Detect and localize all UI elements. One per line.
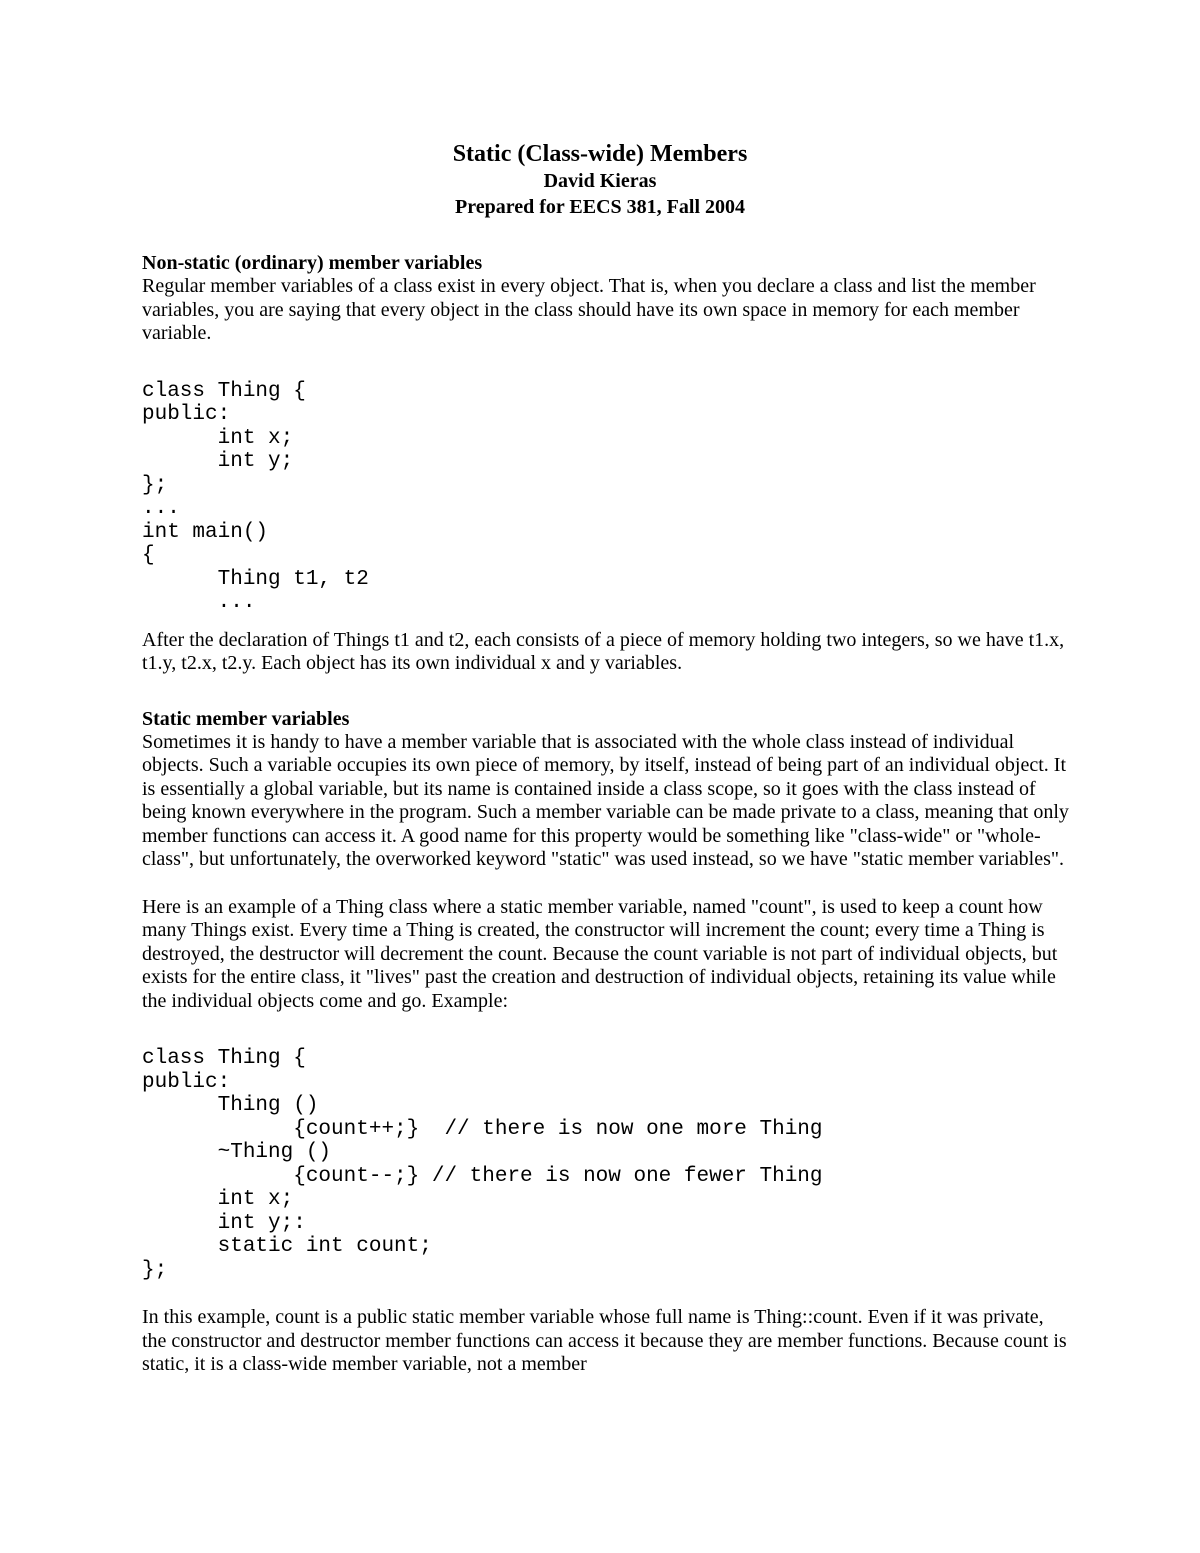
section-heading-nonstatic: Non-static (ordinary) member variables — [142, 252, 483, 274]
code-example-nonstatic: class Thing { public: int x; int y; }; ... int main() { Thing t1, t2 ... — [142, 379, 369, 614]
static-paragraph-example: Here is an example of a Thing class where a static member variable, named "count", is used to keep a count how many Things exist. Every time a Thing is created, the constructor will increment the count; every time a Thing is destroyed, the destructor will decrement the count. Because the count variable is not part of individual objects, but exists for the entire class, it "lives" past the creation and destruction of individual objects, retaining its value while the individual objects come and go. Example: — [142, 895, 1058, 1012]
static-explanation: In this example, count is a public static member variable whose full name is Thing::count. Even if it was private, the constructor and destructor member functions can access it because they are member functions. Because count is static, it is a class-wide member variable, not a member — [142, 1306, 1067, 1375]
document-title: Static (Class-wide) Members — [452, 141, 748, 167]
document-header — [0, 140, 1200, 220]
document-course: Prepared for EECS 381, Fall 2004 — [455, 196, 745, 218]
nonstatic-paragraph: Regular member variables of a class exist in every object. That is, when you declare a class and list the member variables, you are saying that every object in the class should have its own space in memory for each member variable. — [142, 275, 1036, 344]
document-page — [142, 140, 1072, 1377]
document-author: David Kieras — [543, 170, 657, 192]
nonstatic-explanation: After the declaration of Things t1 and t2, each consists of a piece of memory holding two integers, so we have t1.x, t1.y, t2.x, t2.y. Each object has its own individual x and y variables. — [142, 628, 1065, 674]
code-example-static: class Thing { public: Thing () {count++;} // there is now one more Thing ~Thing () {count--;} // there is now one fewer Thing int x; int y;: static int count; }; — [142, 1047, 823, 1282]
static-paragraph-intro: Sometimes it is handy to have a member variable that is associated with the whole class instead of individual objects. Such a variable occupies its own piece of memory, by itself, instead of being part of an individual object. It is essentially a global variable, but its name is contained inside a class scope, so it goes with the class instead of being known everywhere in the program. Such a member variable can be made private to a class, meaning that only member functions can access it. A good name for this property would be something like "class-wide" or "whole-class", but unfortunately, the overworked keyword "static" was used instead, so we have "static member variables". — [142, 730, 1069, 870]
section-heading-static: Static member variables — [142, 707, 350, 730]
